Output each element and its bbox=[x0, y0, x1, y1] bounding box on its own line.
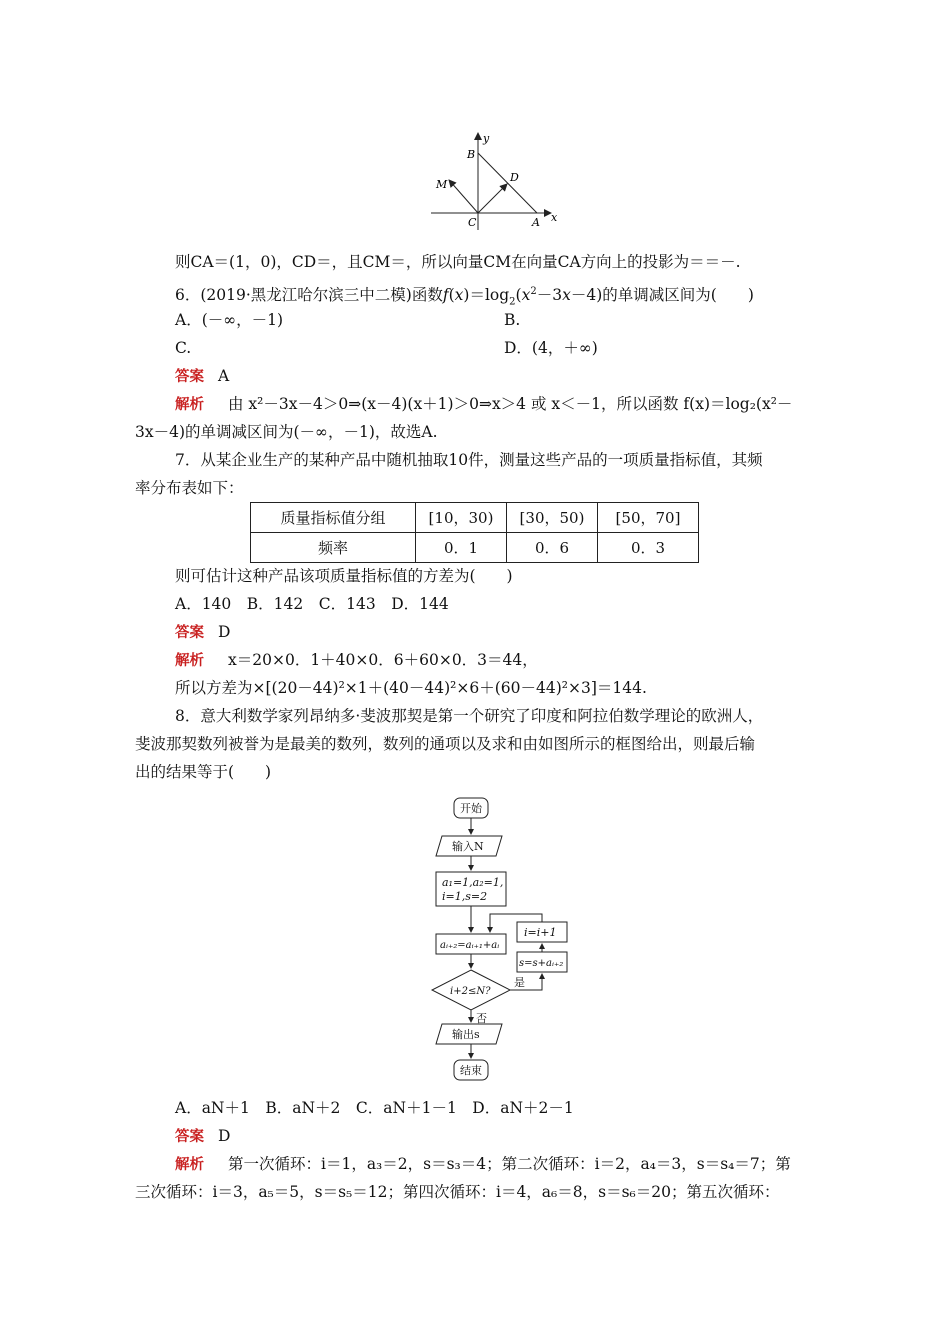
projection-line: 则CA＝(1，0)，CD＝，且CM＝，所以向量CM在向量CA方向上的投影为＝＝－. bbox=[175, 253, 741, 271]
label-b: B bbox=[467, 148, 476, 161]
table-cell: 质量指标值分组 bbox=[251, 503, 416, 533]
q6-analysis-1: 解析 由 x²－3x－4＞0⇒(x－4)(x＋1)＞0⇒x＞4 或 x＜－1，所以函数 f(x)＝log₂(x²－ bbox=[175, 395, 793, 413]
q6-option-d: D．(4，＋∞) bbox=[504, 339, 598, 357]
q6-analysis-2: 3x－4)的单调减区间为(－∞，－1)，故选A. bbox=[135, 423, 438, 441]
table-cell: 频率 bbox=[251, 533, 416, 563]
flow-inc-text: i=i+1 bbox=[524, 926, 557, 939]
table-row bbox=[251, 533, 699, 563]
flow-init-text-1: a₁=1,a₂=1, bbox=[442, 876, 504, 889]
flow-start-text: 开始 bbox=[460, 802, 482, 815]
flowchart bbox=[420, 790, 580, 1090]
q7-stem-1: 7．从某企业生产的某种产品中随机抽取10件，测量这些产品的一项质量指标值，其频 bbox=[175, 451, 763, 469]
table-cell: 0．1 bbox=[416, 533, 507, 563]
q7-stem-2: 率分布表如下： bbox=[135, 479, 244, 497]
flow-recur-text: aᵢ₊₂=aᵢ₊₁+aᵢ bbox=[440, 940, 500, 951]
answer-label: 答案 bbox=[175, 625, 204, 641]
q8-analysis-2: 三次循环：i＝3，a₅＝5，s＝s₅＝12；第四次循环：i＝4，a₆＝8，s＝s₆＝20；第五次循环： bbox=[135, 1183, 780, 1201]
q8-options: A．aN＋1 B．aN＋2 C．aN＋1－1 D．aN＋2－1 bbox=[175, 1099, 574, 1117]
table-cell: 0．6 bbox=[507, 533, 598, 563]
table-cell: 0．3 bbox=[598, 533, 699, 563]
flow-init-text-2: i=1,s=2 bbox=[442, 890, 488, 903]
vector-figure bbox=[425, 128, 565, 233]
analysis-label: 解析 bbox=[175, 397, 204, 413]
flow-yes-text: 是 bbox=[514, 976, 525, 989]
flow-cond-text: i+2≤N? bbox=[450, 986, 491, 997]
q8-answer: 答案 D bbox=[175, 1127, 231, 1145]
flow-output-text: 输出s bbox=[452, 1028, 480, 1041]
table-cell: [10，30) bbox=[416, 503, 507, 533]
table-cell: [30，50) bbox=[507, 503, 598, 533]
label-m: M bbox=[436, 178, 448, 191]
q6-answer: 答案 A bbox=[175, 367, 230, 385]
label-c: C bbox=[468, 216, 477, 229]
vector-cm bbox=[449, 180, 478, 213]
q7-analysis-2: 所以方差为×[(20－44)²×1＋(40－44)²×6＋(60－44)²×3]＝144. bbox=[175, 679, 647, 697]
flow-end-text: 结束 bbox=[460, 1064, 482, 1077]
answer-label: 答案 bbox=[175, 369, 204, 385]
q8-stem-2: 斐波那契数列被誉为是最美的数列，数列的通项以及求和由如图所示的框图给出，则最后输 bbox=[135, 735, 756, 753]
q6-stem: 6．(2019·黑龙江哈尔滨三中二模)函数$f(x)=\log_2(x^2-3x-4)$的单调减区间为( ) bbox=[175, 286, 754, 308]
q8-analysis-1: 解析 第一次循环：i＝1，a₃＝2，s＝s₃＝4；第二次循环：i＝2，a₄＝3，s＝s₄＝7；第 bbox=[175, 1155, 791, 1173]
q7-stem-3: 则可估计这种产品该项质量指标值的方差为( ) bbox=[175, 567, 513, 585]
q7-options: A．140 B．142 C．143 D．144 bbox=[175, 595, 449, 613]
q8-stem-3: 出的结果等于( ) bbox=[135, 763, 272, 781]
q7-analysis-1: 解析 x＝20×0．1＋40×0．6＋60×0．3＝44， bbox=[175, 651, 538, 669]
q8-stem-1: 8．意大利数学家列昂纳多·斐波那契是第一个研究了印度和阿拉伯数学理论的欧洲人， bbox=[175, 707, 764, 725]
q6-option-c: C. bbox=[175, 339, 192, 357]
table-row bbox=[251, 503, 699, 533]
q6-option-b: B. bbox=[504, 311, 521, 329]
label-a: A bbox=[532, 216, 540, 229]
flow-no-text: 否 bbox=[476, 1012, 487, 1025]
q6-option-a: A．(－∞，－1) bbox=[175, 311, 284, 329]
frequency-table bbox=[250, 502, 699, 563]
label-x: x bbox=[551, 211, 558, 224]
label-d: D bbox=[510, 171, 519, 184]
analysis-label: 解析 bbox=[175, 653, 204, 669]
q7-answer: 答案 D bbox=[175, 623, 231, 641]
table-cell: [50，70] bbox=[598, 503, 699, 533]
answer-label: 答案 bbox=[175, 1129, 204, 1145]
label-y: y bbox=[483, 132, 490, 145]
flow-sum-text: s=s+aᵢ₊₂ bbox=[519, 958, 564, 969]
flow-input-text: 输入N bbox=[452, 840, 484, 853]
vector-cd bbox=[478, 184, 507, 213]
analysis-label: 解析 bbox=[175, 1157, 204, 1173]
